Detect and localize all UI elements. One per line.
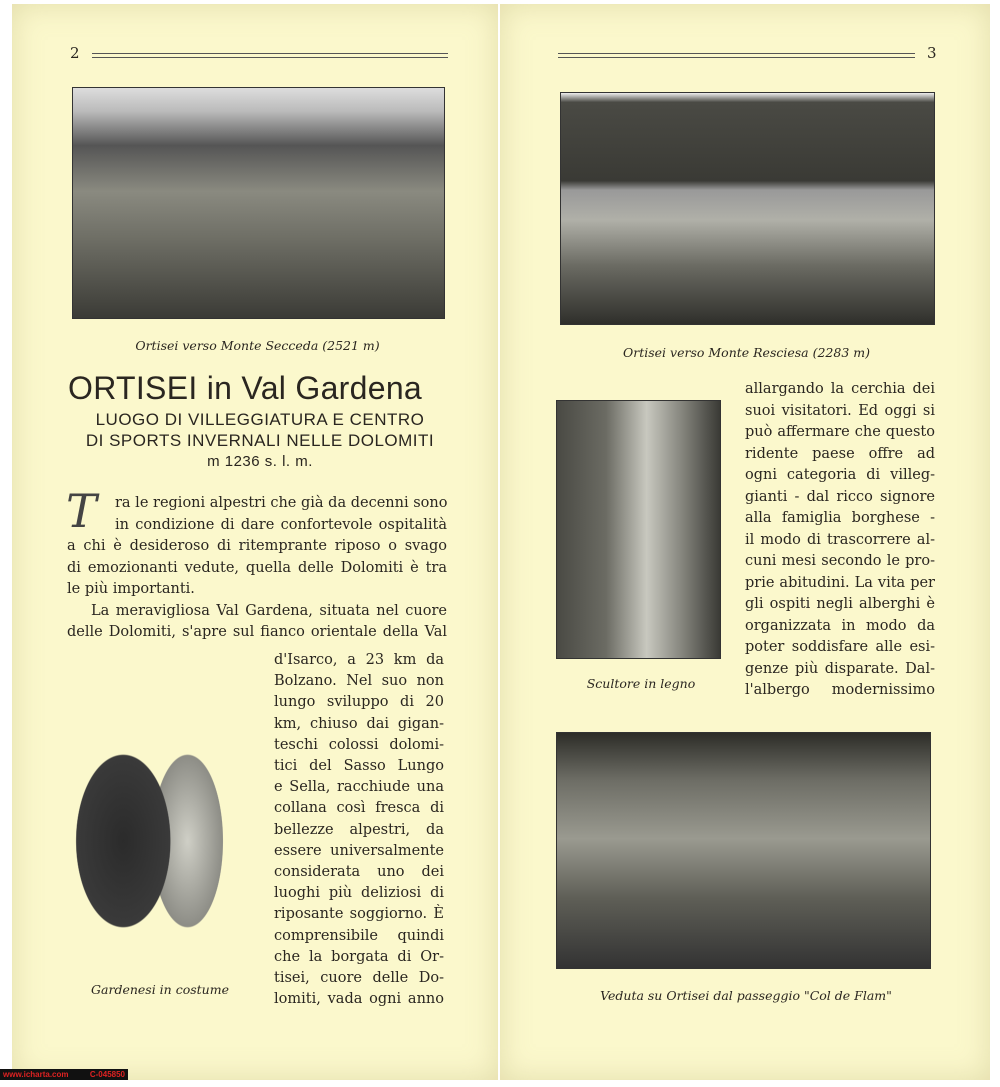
header-rule	[92, 53, 448, 58]
text-line: essere universalmente	[274, 842, 444, 859]
text-line: ogni categoria di villeg-	[745, 467, 935, 483]
text-line: km, chiuso dai gigan-	[274, 715, 444, 732]
text-line: che la borgata di Or-	[274, 948, 444, 965]
text-line: tici del Sasso Lungo	[274, 758, 444, 774]
drop-cap: T	[66, 484, 97, 538]
text-line: le più importanti.	[67, 581, 195, 597]
text-line: ra le regioni alpestri che già da decenni sono	[115, 495, 448, 511]
text-line: Bolzano. Nel suo non	[274, 673, 444, 690]
text-line: gli ospiti negli alberghi è	[745, 596, 935, 612]
text-line: La meravigliosa Val Gardena, situata nel cuore	[91, 602, 447, 619]
photo-scultore	[556, 400, 721, 659]
text-line: il modo di trascorrere al-	[745, 531, 935, 548]
page-number: 3	[927, 44, 937, 62]
text-line: l'albergo modernissimo	[745, 682, 935, 698]
text-line: e Sella, racchiude una	[274, 779, 444, 796]
photo-gardenesi-costume	[55, 670, 250, 955]
text-line: genze più disparate. Dal-	[745, 660, 935, 677]
text-line: tisei, cuore delle Do-	[274, 970, 444, 986]
text-line: cuni mesi secondo le pro-	[745, 553, 935, 569]
photo-ortisei-resciesa	[560, 92, 935, 325]
text-line: collana così fresca di	[274, 800, 444, 817]
text-line: ridente paese offre ad	[745, 445, 935, 462]
page-title: ORTISEI in Val Gardena	[68, 370, 423, 406]
text-line: organizzata in modo da	[745, 617, 935, 634]
text-line: lomiti, vada ogni anno	[274, 991, 444, 1008]
watermark-code: C-045850	[89, 1070, 125, 1079]
photo-caption: Ortisei verso Monte Secceda (2521 m)	[135, 338, 380, 353]
text-line: può affermare che questo	[745, 424, 935, 440]
text-line: lungo sviluppo di 20	[274, 694, 444, 711]
text-line: teschi colossi dolomi-	[274, 736, 444, 753]
text-line: poter soddisfare alle esi-	[745, 639, 935, 655]
text-line: alla famiglia borghese -	[745, 510, 935, 526]
text-line: luoghi più deliziosi di	[274, 885, 444, 902]
text-line: d'Isarco, a 23 km da	[274, 652, 444, 668]
subtitle: LUOGO DI VILLEGGIATURA E CENTRO	[95, 410, 425, 429]
text-line: gianti - dal ricco signore	[745, 488, 935, 505]
subtitle: DI SPORTS INVERNALI NELLE DOLOMITI	[85, 431, 435, 450]
page-number: 2	[70, 44, 80, 62]
watermark	[0, 1069, 128, 1080]
watermark-site: www.icharta.com	[3, 1070, 69, 1079]
photo-caption: Scultore in legno	[586, 676, 696, 691]
text-line: a chi è desideroso di ritemprante riposo o svago	[67, 538, 447, 554]
photo-caption: Veduta su Ortisei dal passeggio "Col de Flam"	[600, 988, 892, 1003]
photo-caption: Ortisei verso Monte Resciesa (2283 m)	[623, 345, 870, 360]
text-line: comprensibile quindi	[274, 927, 444, 944]
text-line: prie abitudini. La vita per	[745, 574, 935, 591]
text-line: in condizione di dare confortevole ospitalità	[115, 516, 447, 533]
photo-ortisei-secceda	[72, 87, 445, 319]
altitude: m 1236 s. l. m.	[207, 453, 313, 470]
text-line: riposante soggiorno. È	[274, 906, 444, 923]
text-line: di emozionanti vedute, quella delle Dolomiti è tra	[67, 559, 447, 576]
header-rule	[558, 53, 915, 58]
text-line: bellezze alpestri, da	[274, 821, 444, 838]
text-line: considerata uno dei	[274, 864, 444, 880]
photo-col-de-flam	[556, 732, 931, 969]
text-line: suoi visitatori. Ed oggi si	[745, 402, 935, 419]
photo-caption: Gardenesi in costume	[91, 982, 229, 997]
text-line: allargando la cerchia dei	[745, 381, 935, 397]
text-line: delle Dolomiti, s'apre sul fianco orientale della Val	[67, 624, 447, 640]
